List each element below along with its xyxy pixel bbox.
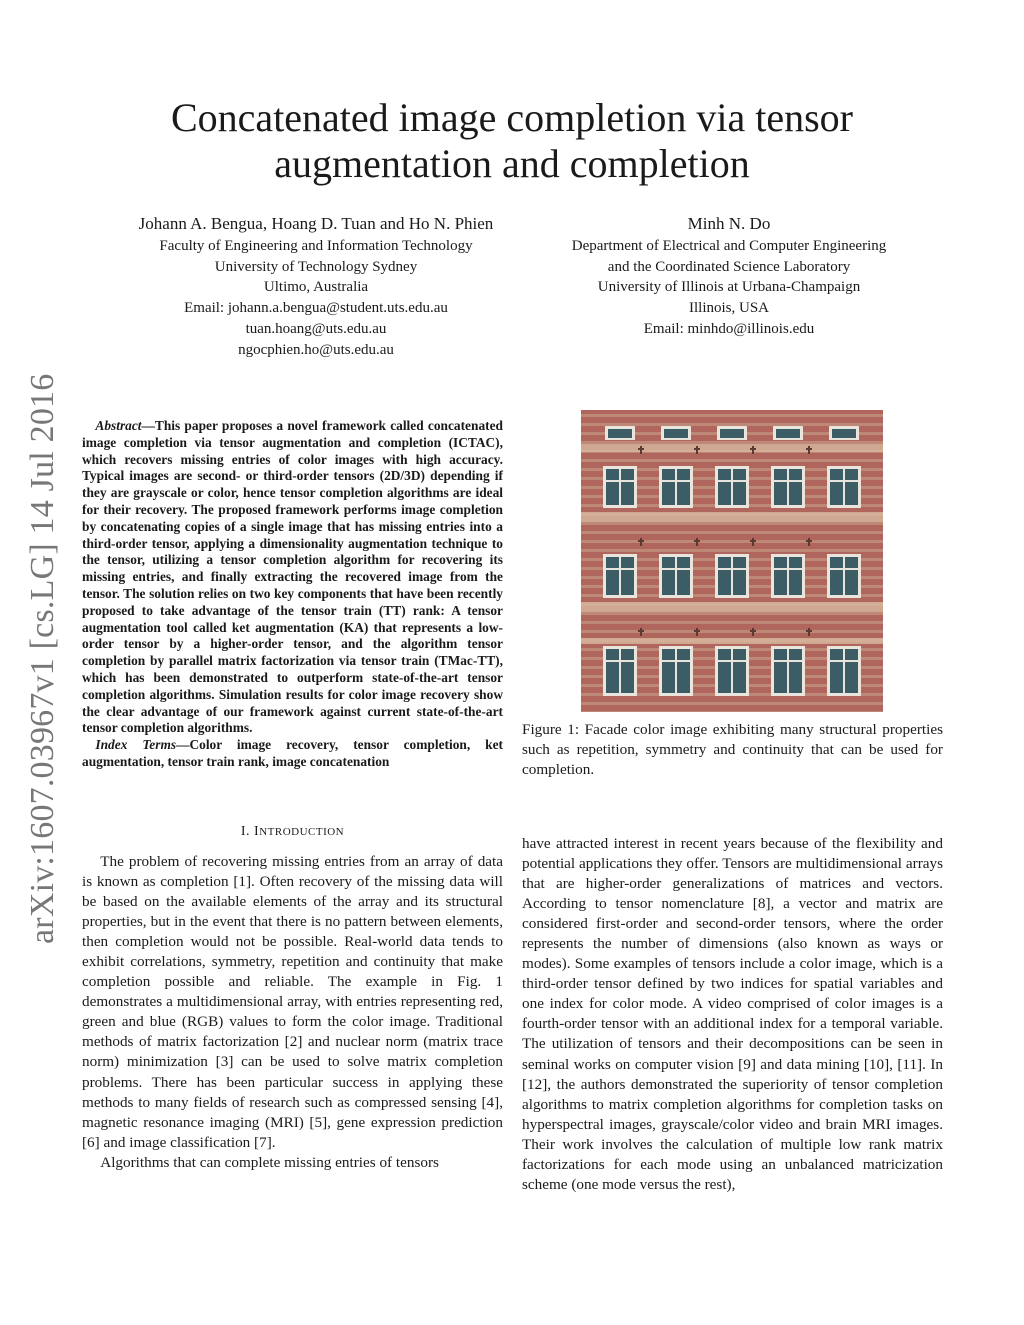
author-affiliation: and the Coordinated Science Laboratory [607, 258, 851, 275]
author-affiliation: Department of Electrical and Computer Engineering [571, 238, 887, 254]
window-mullion [843, 469, 845, 505]
brick-stripe [581, 459, 883, 462]
author-affiliation: Illinois, USA [688, 300, 769, 317]
window-transom [662, 660, 690, 662]
window-transom [830, 660, 858, 662]
brick-stripe [581, 540, 883, 543]
window-transom [774, 568, 802, 570]
section-number: I. [240, 824, 255, 839]
window-transom [718, 660, 746, 662]
index-terms [82, 737, 503, 771]
small-window-pane [608, 429, 632, 438]
arxiv-stamp: arXiv:1607.03967v1 [cs.LG] 14 Jul 2016 [24, 373, 61, 944]
window-transom [606, 568, 634, 570]
brick-stripe [581, 531, 883, 534]
paragraph: have attracted interest in recent years because of the flexibility and potential applications they offer. Tensors are multidimensional arrays that are higher-order generalizations of matrices and vectors. According to tensor nomenclature [8], a vector and matrix are considered first-order and second-order tensors, where the order represents the number of dimensions (also known as ways or modes). Some examples of tensors include a color image, which is a third-order tensor defined by two indices for spatial variables and one index for color mode. A video comprised of color images is a fourth-order tensor with an additional index for a temporal variable. The utilization of tensors and their decompositions can be seen in seminal works on computer vision [9] and data mining [10], [11]. In [12], the authors demonstrated the superiority of tensor completion algorithms to matrix completion algorithms for completion tasks on hyperspectral images, grayscale/color video and brain MRI images. Their work involves the calculation of multiple low rank matrix factorizations for each mode using an unbalanced matricization scheme (one mode versus the rest), [522, 835, 943, 1193]
author-names: Johann A. Bengua, Hoang D. Tuan and Ho N. Phien [138, 214, 494, 233]
brick-stripe [581, 612, 883, 615]
cross-ornament [694, 540, 700, 542]
author-affiliation: University of Illinois at Urbana-Champaign [597, 279, 861, 296]
body-right-column [522, 834, 943, 1195]
paper-title: Concatenated image completion via tensor augmentation and completion [171, 95, 853, 186]
author-email: tuan.hoang@uts.edu.au [245, 320, 387, 337]
author-affiliation: University of Technology Sydney [214, 258, 418, 275]
abstract-label: Abstract [95, 418, 142, 433]
window-mullion [675, 557, 677, 595]
cross-ornament [806, 448, 812, 450]
window-mullion [619, 557, 621, 595]
body-left-column [82, 852, 503, 1173]
window-transom [662, 568, 690, 570]
author-email: Email: johann.a.bengua@student.uts.edu.au [184, 300, 448, 317]
cornice-band [581, 602, 883, 612]
small-window-pane [776, 429, 800, 438]
brick-stripe [581, 423, 883, 426]
window-mullion [843, 649, 845, 693]
cross-ornament [638, 540, 644, 542]
cross-ornament [638, 448, 644, 450]
window-mullion [787, 469, 789, 505]
index-terms-text: —Color image recovery, tensor completion, ket augmentation, tensor train rank, image concatenation [82, 737, 503, 769]
author-email: Email: minhdo@illinois.edu [643, 320, 815, 337]
cornice-band [581, 512, 883, 522]
window-transom [830, 480, 858, 482]
brick-stripe [581, 414, 883, 417]
cross-ornament [694, 630, 700, 632]
cornice-band [581, 638, 883, 644]
window-mullion [787, 557, 789, 595]
window-transom [830, 568, 858, 570]
paragraph: The problem of recovering missing entries from an array of data is known as completion [1]. Often recovery of the missing data will be based on the available elements of the array and its structural properties, but in the event that there is no pattern between elements, then completion would not be possible. Real-world data tends to exhibit correlations, symmetry, repetition and continuity that make completion possible and reliable. The example in Fig. 1 demonstrates a multidimensional array, with entries representing red, green and blue (RGB) values to form the color image. Traditional methods of matrix factorization [2] and nuclear norm (matrix trace norm) minimization [3] can be used to solve matrix completion problems. There has been particular success in applying these methods to many fields of research such as compressed sensing [4], magnetic resonance imaging (MRI) [5], gene expression prediction [6] and image classification [7]. [82, 853, 503, 1151]
brick-stripe [581, 621, 883, 624]
window-mullion [787, 649, 789, 693]
author-affiliation: Ultimo, Australia [263, 279, 369, 296]
small-window-pane [720, 429, 744, 438]
figure-caption: Figure 1: Facade color image exhibiting many structural properties such as repetition, symmetry and continuity that can be used for completion. [522, 721, 943, 778]
window-transom [606, 480, 634, 482]
author-block-right [516, 212, 942, 340]
window-transom [718, 568, 746, 570]
window-transom [662, 480, 690, 482]
brick-stripe [581, 549, 883, 552]
abstract-text: —This paper proposes a novel framework called concatenated image completion via tensor augmentation and completion (ICTAC), which recovers missing entries of color images with high accuracy. Typical images are second- or third-order tensors (2D/3D) depending if they are grayscale or color, hence tensor completion algorithms are ideal for their recovery. The proposed framework performs image completion by concatenating copies of a single image that has missing entries into a third-order tensor, applying a dimensionality augmentation technique to the tensor, utilizing a tensor completion algorithm for recovering its missing entries, and finally extracting the recovered image from the tensor. The solution relies on two key components that have been recently proposed to take advantage of the tensor train (TT) rank: A tensor augmentation tool called ket augmentation (KA) that represents a low-order tensor by a higher-order tensor, and the algorithm tensor completion by parallel matrix factorization via tensor train (TMac-TT), which has been demonstrated to outperform state-of-the-art tensor completion algorithms. Simulation results for color image recovery show the clear advantage of our framework against current state-of-the-art tensor completion algorithms. [82, 418, 503, 736]
brick-stripe [581, 522, 883, 525]
paragraph: Algorithms that can complete missing entries of tensors [100, 1153, 439, 1171]
abstract [82, 418, 503, 771]
window-mullion [731, 469, 733, 505]
author-email: ngocphien.ho@uts.edu.au [238, 341, 394, 358]
window-mullion [731, 557, 733, 595]
section-title-first: I [254, 824, 260, 839]
window-mullion [843, 557, 845, 595]
cross-ornament [638, 630, 644, 632]
window-transom [606, 660, 634, 662]
cross-ornament [750, 540, 756, 542]
brick-stripe [581, 441, 883, 444]
window-mullion [619, 469, 621, 505]
brick-stripe [581, 702, 883, 705]
brick-stripe [581, 630, 883, 633]
window-transom [774, 480, 802, 482]
cornice-band [581, 444, 883, 452]
cross-ornament [806, 630, 812, 632]
small-window-pane [664, 429, 688, 438]
facade-figure [581, 410, 883, 712]
cross-ornament [806, 540, 812, 542]
abstract-paragraph [82, 418, 503, 737]
index-terms-label: Index Terms [95, 737, 177, 753]
brick-stripe [581, 711, 883, 712]
window-mullion [619, 649, 621, 693]
author-names: Minh N. Do [687, 214, 771, 233]
cross-ornament [750, 448, 756, 450]
window-mullion [675, 649, 677, 693]
author-affiliation: Faculty of Engineering and Information Technology [159, 238, 473, 254]
section-title-rest: NTRODUCTION [259, 826, 345, 838]
cross-ornament [694, 448, 700, 450]
window-transom [774, 660, 802, 662]
cross-ornament [750, 630, 756, 632]
section-heading [82, 824, 503, 840]
window-mullion [675, 469, 677, 505]
small-window-pane [832, 429, 856, 438]
window-transom [718, 480, 746, 482]
window-mullion [731, 649, 733, 693]
author-block-left [96, 212, 536, 360]
